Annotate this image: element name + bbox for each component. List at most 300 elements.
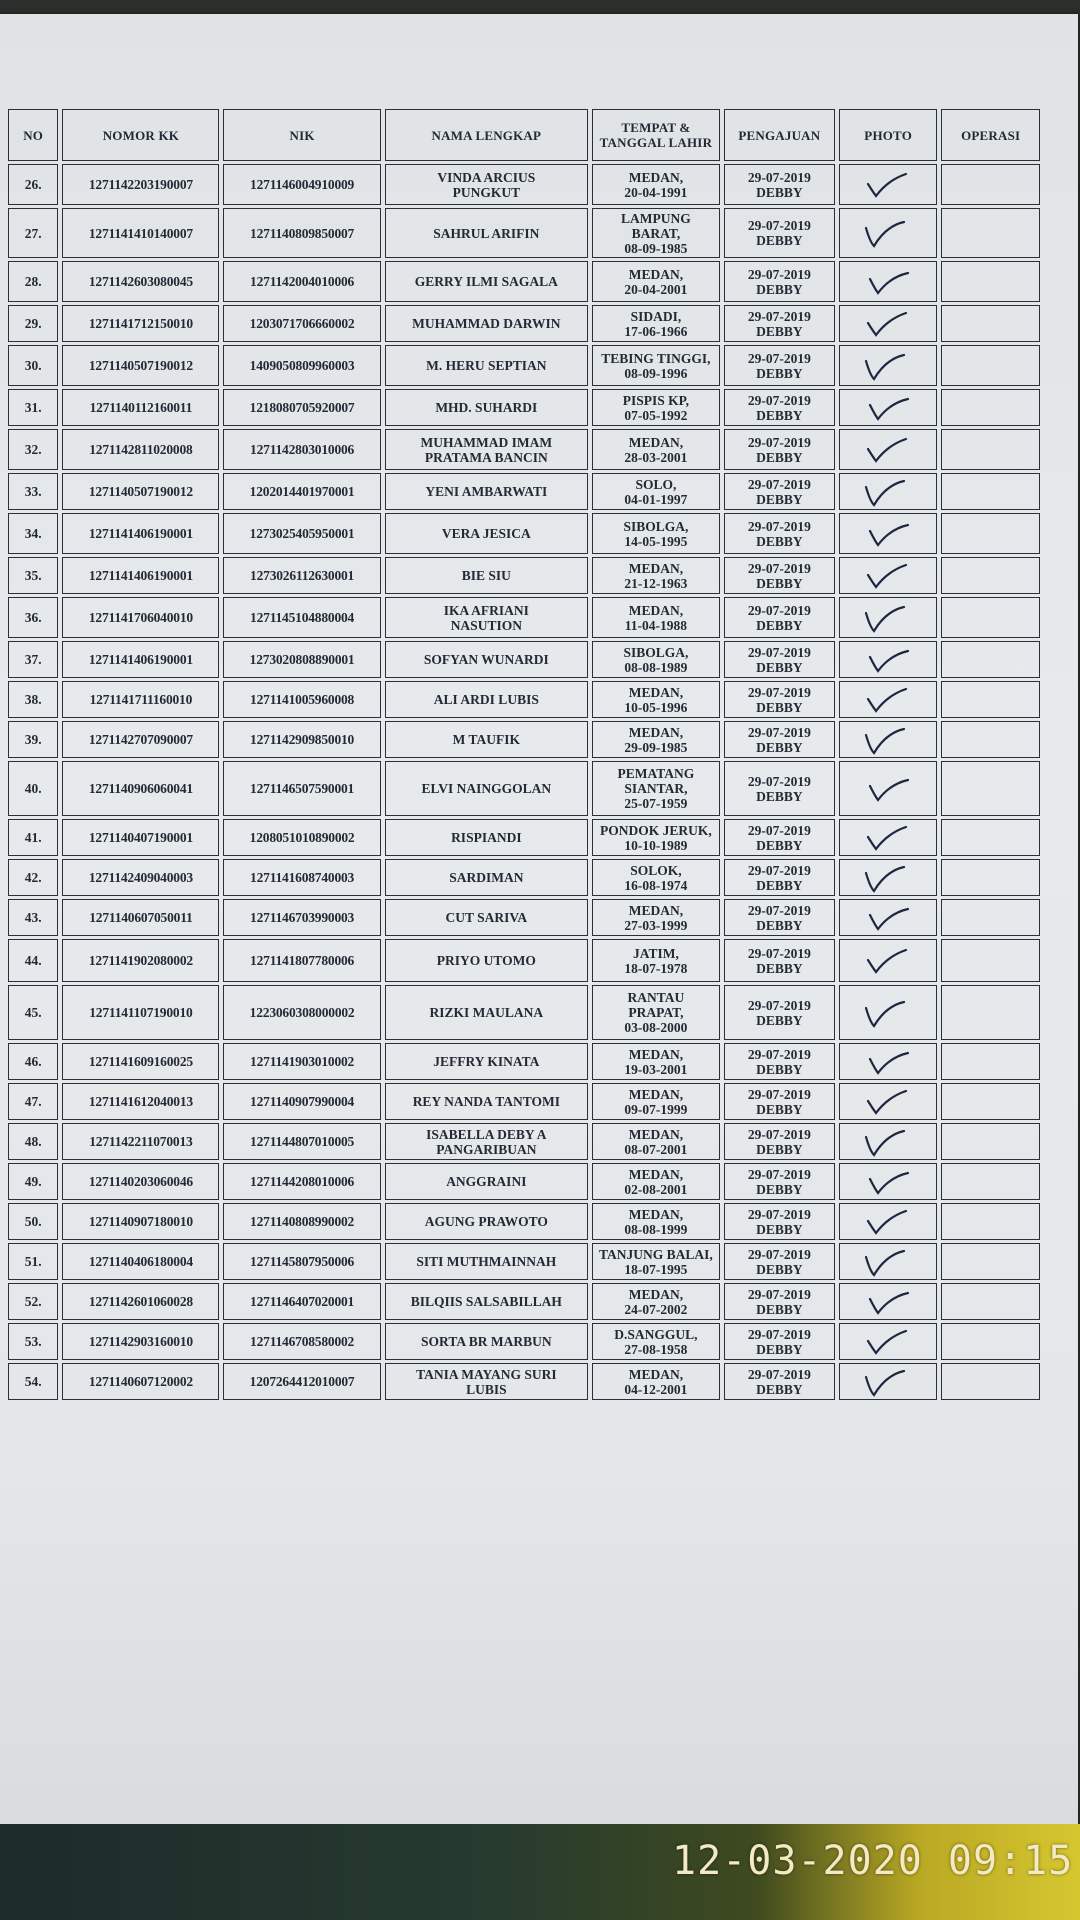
cell-pengajuan-line: DEBBY [756, 1012, 803, 1028]
cell-photo [839, 681, 938, 718]
cell-tempat-tanggal-lahir [592, 1283, 720, 1320]
cell-operasi [941, 597, 1040, 638]
cell-nomor-kk: 1271141612040013 [62, 1083, 219, 1120]
cell-tempat-tanggal-lahir [592, 429, 720, 470]
checkmark-icon [858, 903, 918, 933]
cell-no: 40. [8, 761, 58, 816]
cell-pengajuan [724, 389, 835, 426]
cell-pengajuan-line: 29-07-2019 [747, 308, 811, 324]
checkmark-icon [858, 393, 918, 423]
cell-ttl-line: 08-07-2001 [624, 1141, 688, 1157]
cell-nama-lengkap [385, 1363, 588, 1400]
cell-pengajuan-line: DEBBY [756, 877, 803, 893]
cell-nama-line: ELVI NAINGGOLAN [421, 781, 552, 796]
cell-no: 31. [8, 389, 58, 426]
cell-nik: 1271146507590001 [223, 761, 380, 816]
cell-pengajuan-line: DEBBY [756, 917, 803, 933]
cell-no: 45. [8, 985, 58, 1040]
cell-photo [839, 1043, 938, 1080]
cell-nomor-kk: 1271142211070013 [62, 1123, 219, 1160]
cell-no: 46. [8, 1043, 58, 1080]
cell-nama-lengkap [385, 389, 588, 426]
cell-tempat-tanggal-lahir [592, 557, 720, 594]
cell-pengajuan [724, 1243, 835, 1280]
cell-ttl-line: MEDAN, [628, 1126, 684, 1142]
cell-ttl-line: 14-05-1995 [624, 533, 688, 549]
cell-ttl-line: MEDAN, [628, 1286, 684, 1302]
cell-nama-line: MUHAMMAD DARWIN [412, 316, 561, 331]
cell-nama-lengkap [385, 557, 588, 594]
cell-ttl-line: 04-12-2001 [624, 1381, 688, 1397]
cell-nik: 1271140907990004 [223, 1083, 380, 1120]
camera-timestamp: 12-03-2020 09:15 [672, 1838, 1074, 1884]
cell-nama-lengkap [385, 1123, 588, 1160]
cell-pengajuan-line: 29-07-2019 [747, 724, 811, 740]
cell-nama-line: PRIYO UTOMO [436, 953, 536, 968]
cell-nama-lengkap [385, 1283, 588, 1320]
cell-ttl-line: SOLO, [635, 476, 677, 492]
cell-nama-line: RIZKI MAULANA [429, 1005, 544, 1020]
cell-pengajuan-line: 29-07-2019 [747, 684, 811, 700]
cell-pengajuan-line: 29-07-2019 [747, 518, 811, 534]
cell-operasi [941, 1283, 1040, 1320]
table-row [8, 164, 1040, 205]
checkmark-icon [858, 309, 918, 339]
cell-nik: 1271146407020001 [223, 1283, 380, 1320]
cell-nama-line: MUHAMMAD IMAM [420, 434, 553, 450]
cell-no: 43. [8, 899, 58, 936]
cell-pengajuan-line: DEBBY [756, 1181, 803, 1197]
cell-photo [839, 721, 938, 758]
cell-pengajuan [724, 597, 835, 638]
cell-nama-lengkap [385, 1043, 588, 1080]
cell-nama-line: JEFFRY KINATA [433, 1054, 540, 1069]
cell-no: 54. [8, 1363, 58, 1400]
cell-operasi [941, 1323, 1040, 1360]
cell-no: 50. [8, 1203, 58, 1240]
cell-ttl-line: MEDAN, [628, 724, 684, 740]
cell-pengajuan-line: 29-07-2019 [747, 822, 811, 838]
table-row [8, 1243, 1040, 1280]
cell-ttl-line: PISPIS KP, [622, 392, 690, 408]
cell-ttl-line: 08-08-1989 [624, 659, 688, 675]
cell-nik: 1271141005960008 [223, 681, 380, 718]
cell-photo [839, 1083, 938, 1120]
header-operasi: OPERASI [941, 109, 1040, 161]
cell-no: 30. [8, 345, 58, 386]
checkmark-icon [858, 1247, 918, 1277]
cell-pengajuan [724, 164, 835, 205]
cell-no: 47. [8, 1083, 58, 1120]
cell-nik: 1271141903010002 [223, 1043, 380, 1080]
table-row [8, 345, 1040, 386]
cell-nomor-kk: 1271141406190001 [62, 641, 219, 678]
cell-nama-line: AGUNG PRAWOTO [424, 1214, 548, 1229]
cell-operasi [941, 305, 1040, 342]
cell-ttl-line: 27-03-1999 [624, 917, 688, 933]
cell-pengajuan [724, 1123, 835, 1160]
cell-nomor-kk: 1271141711160010 [62, 681, 219, 718]
cell-photo [839, 859, 938, 896]
cell-pengajuan [724, 1203, 835, 1240]
checkmark-icon [858, 1367, 918, 1397]
cell-nama-lengkap [385, 1203, 588, 1240]
cell-pengajuan-line: DEBBY [756, 184, 803, 200]
cell-nomor-kk: 1271140907180010 [62, 1203, 219, 1240]
cell-ttl-line: 27-08-1958 [624, 1341, 688, 1357]
cell-pengajuan-line: 29-07-2019 [747, 997, 811, 1013]
table-row [8, 389, 1040, 426]
cell-nama-line: TANIA MAYANG SURI [416, 1366, 557, 1382]
cell-ttl-line: MEDAN, [628, 902, 684, 918]
cell-nik: 1271144208010006 [223, 1163, 380, 1200]
cell-ttl-line: SIANTAR, [624, 781, 688, 796]
cell-pengajuan-line: 29-07-2019 [747, 1366, 811, 1382]
table-row [8, 1083, 1040, 1120]
cell-pengajuan-line: DEBBY [756, 491, 803, 507]
cell-photo [839, 819, 938, 856]
cell-nama-lengkap [385, 1323, 588, 1360]
cell-ttl-line: MEDAN, [628, 684, 684, 700]
cell-no: 51. [8, 1243, 58, 1280]
cell-tempat-tanggal-lahir [592, 681, 720, 718]
checkmark-icon [858, 351, 918, 381]
cell-nama-lengkap [385, 641, 588, 678]
cell-operasi [941, 208, 1040, 258]
cell-nomor-kk: 1271140607120002 [62, 1363, 219, 1400]
cell-nik: 1271141807780006 [223, 939, 380, 982]
cell-ttl-line: SIDADI, [630, 308, 682, 324]
cell-no: 28. [8, 261, 58, 302]
cell-photo [839, 557, 938, 594]
checkmark-icon [858, 218, 918, 248]
registration-table [4, 106, 1044, 1403]
cell-pengajuan-line: 29-07-2019 [747, 560, 811, 576]
cell-nama-lengkap [385, 681, 588, 718]
cell-nama-line: GERRY ILMI SAGALA [414, 274, 558, 289]
checkmark-icon [858, 1047, 918, 1077]
cell-operasi [941, 1163, 1040, 1200]
table-body [8, 164, 1040, 1400]
header-nomor-kk: NOMOR KK [62, 109, 219, 161]
header-tempat-tanggal-lahir [592, 109, 720, 161]
cell-operasi [941, 557, 1040, 594]
checkmark-icon [858, 1127, 918, 1157]
cell-pengajuan [724, 1043, 835, 1080]
cell-nomor-kk: 1271142811020008 [62, 429, 219, 470]
cell-nama-lengkap [385, 164, 588, 205]
cell-nama-line: PUNGKUT [452, 184, 521, 200]
cell-pengajuan-line: 29-07-2019 [747, 644, 811, 660]
cell-no: 39. [8, 721, 58, 758]
cell-pengajuan-line: DEBBY [756, 407, 803, 423]
checkmark-icon [858, 477, 918, 507]
cell-pengajuan [724, 1323, 835, 1360]
cell-tempat-tanggal-lahir [592, 1083, 720, 1120]
cell-photo [839, 1163, 938, 1200]
cell-nomor-kk: 1271141406190001 [62, 513, 219, 554]
table-row [8, 597, 1040, 638]
cell-pengajuan [724, 721, 835, 758]
cell-no: 53. [8, 1323, 58, 1360]
cell-nama-line: ALI ARDI LUBIS [433, 692, 539, 707]
cell-tempat-tanggal-lahir [592, 1043, 720, 1080]
cell-pengajuan-line: DEBBY [756, 699, 803, 715]
cell-nama-lengkap [385, 985, 588, 1040]
cell-tempat-tanggal-lahir [592, 1123, 720, 1160]
cell-nama-line: SARDIMAN [449, 870, 524, 885]
cell-pengajuan-line: DEBBY [756, 533, 803, 549]
cell-tempat-tanggal-lahir [592, 513, 720, 554]
cell-nama-line: SOFYAN WUNARDI [423, 652, 549, 667]
cell-tempat-tanggal-lahir [592, 261, 720, 302]
cell-nomor-kk: 1271142707090007 [62, 721, 219, 758]
cell-tempat-tanggal-lahir [592, 859, 720, 896]
cell-tempat-tanggal-lahir [592, 1203, 720, 1240]
cell-nik: 1271145807950006 [223, 1243, 380, 1280]
cell-nomor-kk: 1271141107190010 [62, 985, 219, 1040]
cell-nama-lengkap [385, 513, 588, 554]
cell-pengajuan-line: 29-07-2019 [747, 1246, 811, 1262]
cell-pengajuan-line: DEBBY [756, 575, 803, 591]
cell-photo [839, 597, 938, 638]
table-row [8, 1363, 1040, 1400]
table-row [8, 939, 1040, 982]
table-row [8, 721, 1040, 758]
cell-tempat-tanggal-lahir [592, 721, 720, 758]
cell-operasi [941, 859, 1040, 896]
cell-pengajuan [724, 208, 835, 258]
cell-ttl-line: 10-05-1996 [624, 699, 688, 715]
cell-photo [839, 1203, 938, 1240]
cell-ttl-line: 02-08-2001 [624, 1181, 688, 1197]
cell-pengajuan-line: DEBBY [756, 233, 803, 248]
cell-no: 49. [8, 1163, 58, 1200]
cell-ttl-line: 11-04-1988 [624, 617, 688, 633]
cell-nama-line: PANGARIBUAN [436, 1141, 537, 1157]
cell-no: 37. [8, 641, 58, 678]
table-row [8, 1123, 1040, 1160]
checkmark-icon [858, 1167, 918, 1197]
cell-pengajuan-line: 29-07-2019 [747, 392, 811, 408]
cell-pengajuan [724, 513, 835, 554]
cell-pengajuan-line: DEBBY [756, 659, 803, 675]
cell-photo [839, 305, 938, 342]
cell-operasi [941, 1123, 1040, 1160]
header-pengajuan: PENGAJUAN [724, 109, 835, 161]
cell-ttl-line: TANJUNG BALAI, [599, 1246, 713, 1262]
cell-no: 29. [8, 305, 58, 342]
cell-nomor-kk: 1271141706040010 [62, 597, 219, 638]
cell-nik: 1273026112630001 [223, 557, 380, 594]
cell-no: 42. [8, 859, 58, 896]
cell-pengajuan-line: DEBBY [756, 365, 803, 381]
cell-nama-line: ISABELLA DEBY A [426, 1126, 547, 1142]
cell-photo [839, 345, 938, 386]
paper-sheet [0, 14, 1078, 1824]
cell-tempat-tanggal-lahir [592, 1243, 720, 1280]
cell-tempat-tanggal-lahir [592, 1363, 720, 1400]
cell-ttl-line: 24-07-2002 [624, 1301, 688, 1317]
cell-nomor-kk: 1271140607050011 [62, 899, 219, 936]
cell-no: 41. [8, 819, 58, 856]
cell-photo [839, 1283, 938, 1320]
cell-nik: 1271144807010005 [223, 1123, 380, 1160]
cell-nomor-kk: 1271140203060046 [62, 1163, 219, 1200]
cell-photo [839, 261, 938, 302]
cell-nama-lengkap [385, 1243, 588, 1280]
cell-photo [839, 1323, 938, 1360]
cell-ttl-line: MEDAN, [628, 560, 684, 576]
cell-nama-lengkap [385, 473, 588, 510]
cell-nik: 1271142909850010 [223, 721, 380, 758]
table-row [8, 681, 1040, 718]
table-row [8, 899, 1040, 936]
cell-pengajuan-line: DEBBY [756, 788, 803, 804]
cell-pengajuan-line: DEBBY [756, 960, 803, 976]
cell-no: 36. [8, 597, 58, 638]
header-photo: PHOTO [839, 109, 938, 161]
cell-photo [839, 939, 938, 982]
checkmark-icon [858, 435, 918, 465]
cell-nama-line: BIE SIU [461, 568, 511, 583]
table-row [8, 305, 1040, 342]
cell-nama-line: RISPIANDI [451, 830, 522, 845]
cell-ttl-line: MEDAN, [628, 1166, 684, 1182]
cell-tempat-tanggal-lahir [592, 819, 720, 856]
table-row [8, 1283, 1040, 1320]
cell-ttl-line: 28-03-2001 [624, 449, 688, 465]
cell-pengajuan-line: 29-07-2019 [747, 1286, 811, 1302]
cell-pengajuan [724, 1163, 835, 1200]
table-row [8, 859, 1040, 896]
cell-pengajuan [724, 1083, 835, 1120]
cell-nama-line: VERA JESICA [441, 526, 531, 541]
cell-ttl-line: 08-08-1999 [624, 1221, 688, 1237]
cell-tempat-tanggal-lahir [592, 345, 720, 386]
table-row [8, 429, 1040, 470]
cell-nomor-kk: 1271142903160010 [62, 1323, 219, 1360]
cell-ttl-line: MEDAN, [628, 1086, 684, 1102]
cell-no: 32. [8, 429, 58, 470]
cell-pengajuan-line: 29-07-2019 [747, 350, 811, 366]
cell-nomor-kk: 1271140507190012 [62, 345, 219, 386]
cell-pengajuan-line: 29-07-2019 [747, 434, 811, 450]
table-row [8, 208, 1040, 258]
cell-nama-line: MHD. SUHARDI [435, 400, 538, 415]
cell-operasi [941, 721, 1040, 758]
cell-operasi [941, 513, 1040, 554]
cell-nik: 1271141608740003 [223, 859, 380, 896]
cell-nomor-kk: 1271141609160025 [62, 1043, 219, 1080]
cell-nama-lengkap [385, 208, 588, 258]
cell-pengajuan-line: DEBBY [756, 617, 803, 633]
cell-tempat-tanggal-lahir [592, 305, 720, 342]
cell-ttl-line: 09-07-1999 [624, 1101, 688, 1117]
cell-nama-line: ANGGRAINI [446, 1174, 527, 1189]
cell-ttl-line: 08-09-1985 [624, 240, 688, 256]
cell-nama-line: SAHRUL ARIFIN [433, 225, 540, 241]
cell-tempat-tanggal-lahir [592, 641, 720, 678]
cell-nama-lengkap [385, 859, 588, 896]
checkmark-icon [858, 1327, 918, 1357]
cell-ttl-line: LAMPUNG [621, 210, 691, 226]
cell-nomor-kk: 1271142601060028 [62, 1283, 219, 1320]
cell-photo [839, 513, 938, 554]
cell-pengajuan-line: DEBBY [756, 449, 803, 465]
cell-nomor-kk: 1271142409040003 [62, 859, 219, 896]
cell-nik: 1223060308000002 [223, 985, 380, 1040]
table-row [8, 819, 1040, 856]
cell-tempat-tanggal-lahir [592, 389, 720, 426]
cell-pengajuan [724, 939, 835, 982]
cell-pengajuan-line: DEBBY [756, 1301, 803, 1317]
cell-pengajuan-line: 29-07-2019 [747, 902, 811, 918]
cell-pengajuan-line: DEBBY [756, 1261, 803, 1277]
cell-pengajuan-line: DEBBY [756, 323, 803, 339]
cell-nama-line: SITI MUTHMAINNAH [416, 1254, 557, 1269]
cell-tempat-tanggal-lahir [592, 1163, 720, 1200]
cell-nama-line: VINDA ARCIUS [437, 169, 536, 185]
cell-nama-line: CUT SARIVA [445, 910, 528, 925]
cell-ttl-line: 03-08-2000 [624, 1020, 688, 1035]
cell-nama-lengkap [385, 899, 588, 936]
cell-nik: 1218080705920007 [223, 389, 380, 426]
cell-photo [839, 899, 938, 936]
cell-no: 52. [8, 1283, 58, 1320]
checkmark-icon [858, 774, 918, 804]
cell-ttl-line: D.SANGGUL, [614, 1326, 698, 1342]
cell-pengajuan [724, 473, 835, 510]
cell-photo [839, 473, 938, 510]
cell-pengajuan [724, 761, 835, 816]
cell-nik: 1409050809960003 [223, 345, 380, 386]
cell-ttl-line: MEDAN, [628, 1046, 684, 1062]
cell-nama-lengkap [385, 761, 588, 816]
cell-nama-lengkap [385, 345, 588, 386]
cell-operasi [941, 1203, 1040, 1240]
cell-no: 38. [8, 681, 58, 718]
cell-pengajuan [724, 261, 835, 302]
cell-ttl-line: 19-03-2001 [624, 1061, 688, 1077]
cell-nik: 1271142803010006 [223, 429, 380, 470]
cell-photo [839, 985, 938, 1040]
checkmark-icon [858, 170, 918, 200]
cell-pengajuan [724, 899, 835, 936]
cell-ttl-line: 21-12-1963 [624, 575, 688, 591]
cell-nama-lengkap [385, 1083, 588, 1120]
cell-ttl-line: 16-08-1974 [624, 877, 688, 893]
cell-pengajuan [724, 345, 835, 386]
cell-nik: 1202014401970001 [223, 473, 380, 510]
cell-ttl-line: 20-04-1991 [624, 184, 688, 200]
cell-nik: 1207264412010007 [223, 1363, 380, 1400]
checkmark-icon [858, 1207, 918, 1237]
cell-nik: 1271140808990002 [223, 1203, 380, 1240]
cell-ttl-line: JATIM, [632, 945, 679, 961]
cell-photo [839, 641, 938, 678]
checkmark-icon [858, 823, 918, 853]
cell-pengajuan-line: DEBBY [756, 1141, 803, 1157]
cell-pengajuan-line: 29-07-2019 [747, 169, 811, 185]
cell-tempat-tanggal-lahir [592, 939, 720, 982]
cell-photo [839, 164, 938, 205]
cell-nomor-kk: 1271140406180004 [62, 1243, 219, 1280]
cell-ttl-line: 29-09-1985 [624, 739, 688, 755]
cell-nik: 1271146708580002 [223, 1323, 380, 1360]
cell-nik: 1271146703990003 [223, 899, 380, 936]
cell-photo [839, 1363, 938, 1400]
